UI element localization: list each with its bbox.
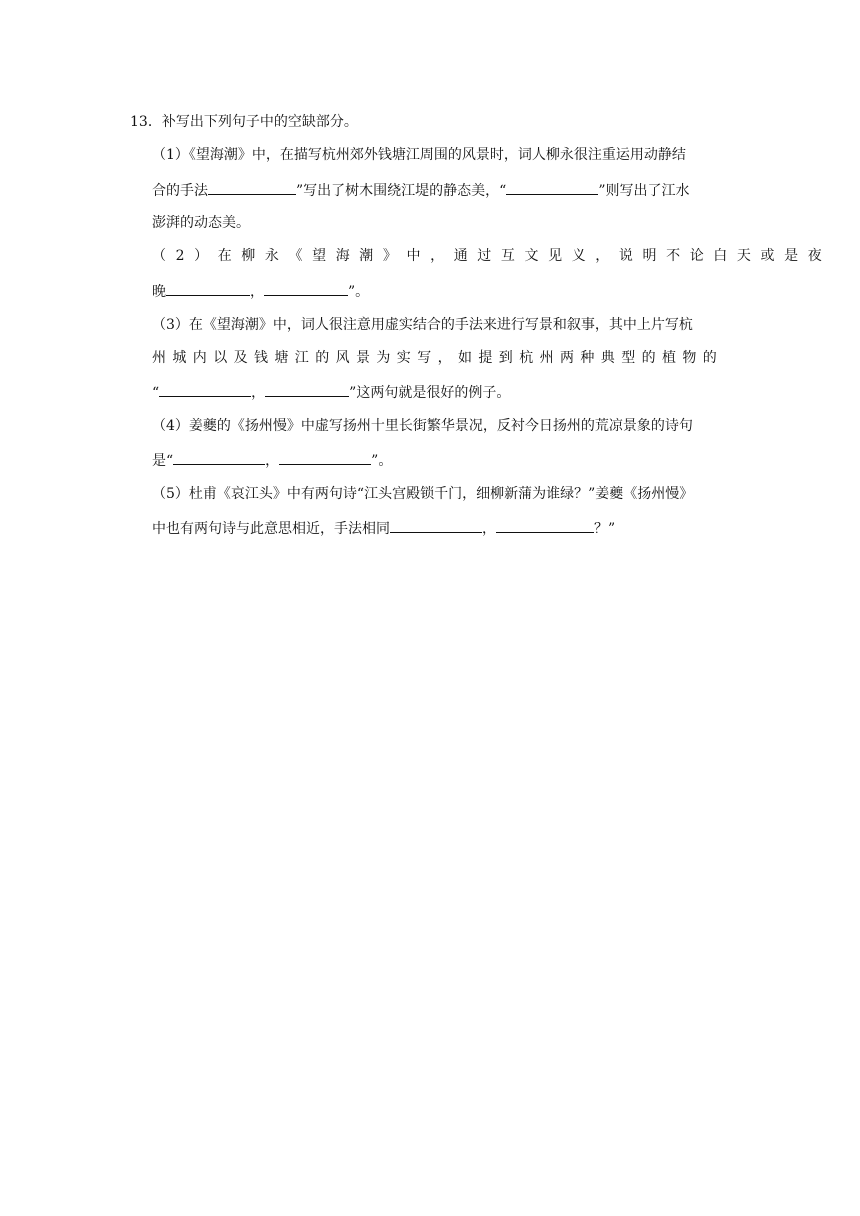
item-1-line-3: 澎湃的动态美。 (152, 215, 250, 231)
item-4-text-c: ”。 (371, 453, 393, 469)
item-1-blank-1[interactable] (208, 180, 296, 195)
item-5-line-1: （5）杜甫《哀江头》中有两句诗“江头宫殿锁千门，细柳新蒲为谁绿？”姜夔《扬州慢》 (152, 486, 694, 502)
item-1-line-1: （1）《望海潮》中，在描写杭州郊外钱塘江周围的风景时，词人柳永很注重运用动静结 (152, 147, 686, 163)
item-4-line-1: （4）姜夔的《扬州慢》中虚写扬州十里长街繁华景况，反衬今日扬州的荒凉景象的诗句 (152, 418, 693, 434)
item-2-blank-2[interactable] (264, 281, 348, 296)
item-4-line-2 (152, 450, 730, 470)
item-5-line-2 (152, 518, 730, 538)
item-1-text-a: 合的手法 (152, 183, 208, 199)
item-5-text-b: ， (482, 521, 496, 537)
item-3-line-3 (152, 382, 730, 402)
item-2-line-1: （2）在柳永《望海潮》中，通过互文见义，说明不论白天或是夜 (152, 248, 832, 264)
item-3-line-2: 州城内以及钱塘江的风景为实写，如提到杭州两种典型的植物的 (152, 350, 724, 366)
item-3-line-1: （3）在《望海潮》中，词人很注意用虚实结合的手法来进行写景和叙事，其中上片写杭 (152, 317, 693, 333)
item-4-text-b: ， (265, 453, 280, 469)
question-title: 13．补写出下列句子中的空缺部分。 (130, 114, 358, 130)
item-3-blank-1[interactable] (159, 382, 251, 397)
item-4-blank-2[interactable] (279, 450, 371, 465)
item-5-blank-2[interactable] (496, 518, 594, 533)
item-1-line-2 (152, 180, 730, 200)
item-1-text-c: ”则写出了江水 (598, 183, 690, 199)
item-2-blank-1[interactable] (166, 281, 250, 296)
item-2-text-a: 晚 (152, 284, 166, 300)
item-2-text-b: ， (250, 284, 264, 300)
item-1-blank-2[interactable] (506, 180, 598, 195)
item-3-text-b: ， (251, 385, 266, 401)
item-2-text-c: ”。 (348, 284, 370, 300)
item-3-text-c: ”这两句就是很好的例子。 (349, 385, 511, 401)
item-2-line-2 (152, 281, 730, 301)
item-4-blank-1[interactable] (173, 450, 265, 465)
item-3-text-a: “ (152, 385, 160, 401)
item-5-text-c: ？” (594, 521, 616, 537)
item-5-blank-1[interactable] (390, 518, 482, 533)
item-3-blank-2[interactable] (265, 382, 349, 397)
item-4-text-a: 是“ (152, 453, 174, 469)
item-1-text-b: ”写出了树木围绕江堤的静态美，“ (296, 183, 507, 199)
item-5-text-a: 中也有两句诗与此意思相近，手法相同 (152, 521, 390, 537)
